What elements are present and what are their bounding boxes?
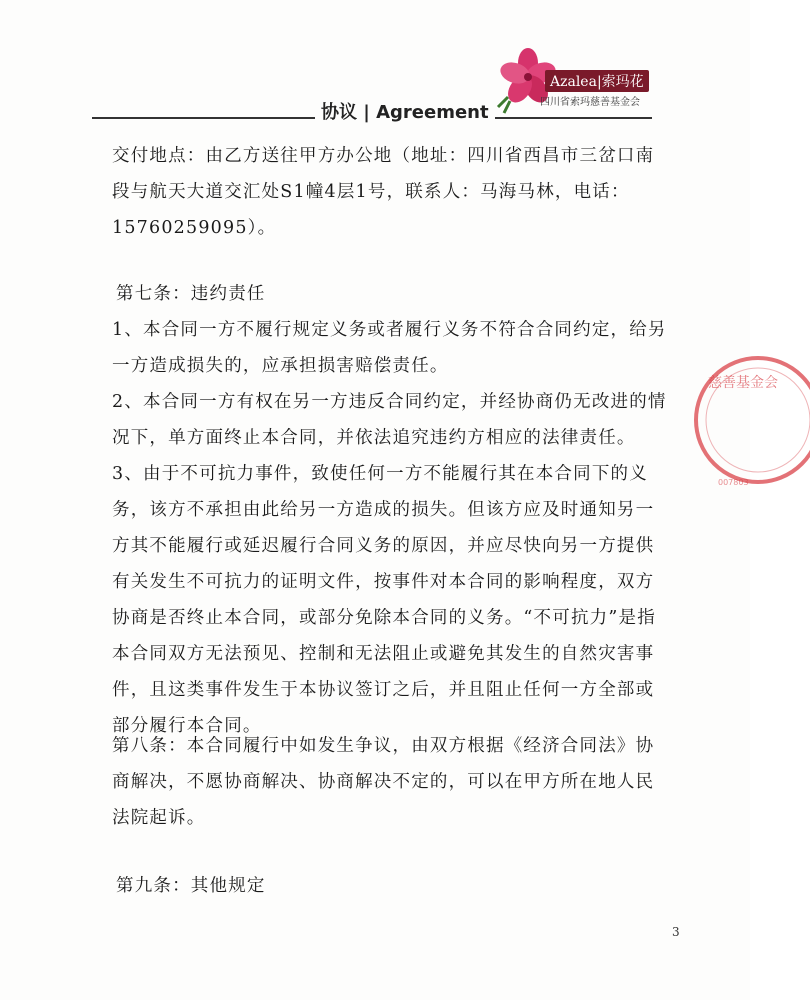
delivery-location-paragraph <box>112 138 672 246</box>
logo-subtitle: 四川省索玛慈善基金会 <box>540 97 640 108</box>
svg-text:007803: 007803 <box>718 478 749 487</box>
red-seal-stamp-icon <box>690 345 810 495</box>
article-7-clause-2-text: 2、本合同一方有权在另一方违反合同约定，并经协商仍无改进的情况下，单方面终止本合同，并依法追究违约方相应的法律责任。 <box>112 392 667 448</box>
article-7-title: 第七条：违约责任 <box>116 284 266 304</box>
article-7-clause-2 <box>112 384 672 456</box>
article-7-clause-1 <box>112 312 672 384</box>
svg-text:慈善基金会: 慈善基金会 <box>708 375 778 391</box>
delivery-location-text: 交付地点：由乙方送往甲方办公地（地址：四川省西昌市三岔口南段与航天大道交汇处S1幢4层1号，联系人：马海马林，电话：15760259095）。 <box>112 146 655 238</box>
article-9-title: 第九条：其他规定 <box>116 876 266 896</box>
article-7-clause-1-text: 1、本合同一方不履行规定义务或者履行义务不符合合同约定，给另一方造成损失的，应承担损害赔偿责任。 <box>112 320 667 376</box>
page-number: 3 <box>672 925 680 939</box>
article-8 <box>112 728 672 836</box>
header-title: 协议 | Agreement <box>315 98 495 124</box>
article-7-clause-3 <box>112 456 672 744</box>
article-8-text: 第八条：本合同履行中如发生争议，由双方根据《经济合同法》协商解决，不愿协商解决、协商解决不定的，可以在甲方所在地人民法院起诉。 <box>112 736 655 828</box>
logo-text: Azalea|索玛花 <box>545 70 649 92</box>
article-7-clause-3-text: 3、由于不可抗力事件，致使任何一方不能履行其在本合同下的义务，该方不承担由此给另一方造成的损失。但该方应及时通知另一方其不能履行或延迟履行合同义务的原因，并应尽快向另一方提供有关发生不可抗力的证明文件，按事件对本合同的影响程度，双方协商是否终止本合同，或部分免除本合同的义务。“不可抗力”是指本合同双方无法预见、控制和无法阻止或避免其发生的自然灾害事件，且这类事件发生于本协议签订之后，并且阻止任何一方全部或部分履行本合同。 <box>112 464 656 736</box>
